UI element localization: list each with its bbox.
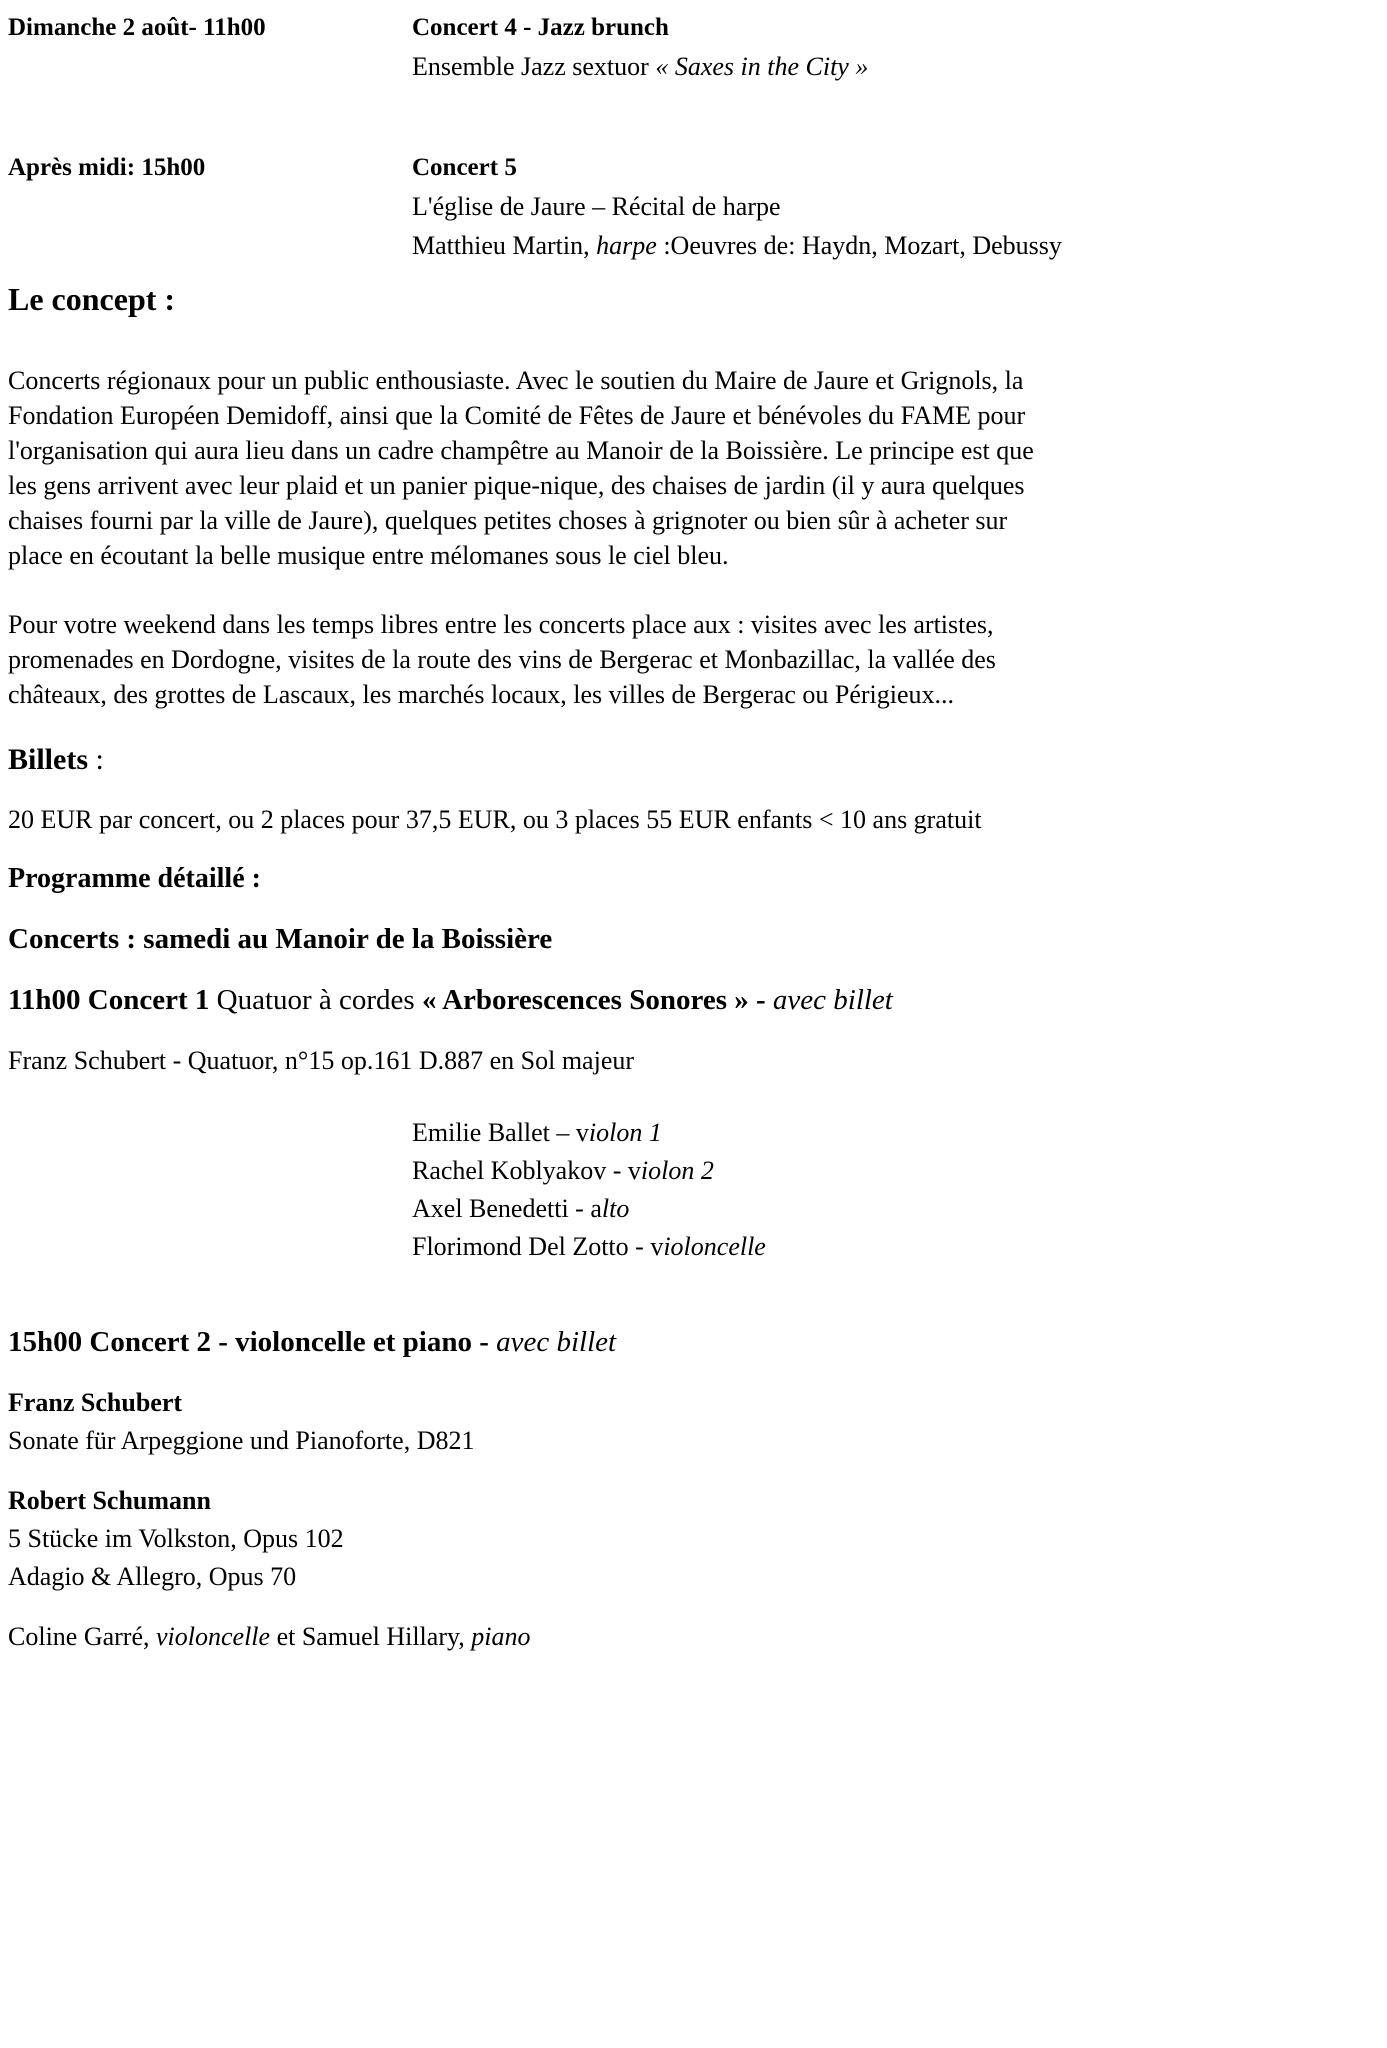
schedule-row-concert-4 (0, 8, 1387, 86)
spacer (0, 780, 1387, 802)
concert-2-work-2: 5 Stücke im Volkston, Opus 102 (8, 1524, 344, 1553)
artist-repertoire: :Oeuvres de: Haydn, Mozart, Debussy (656, 231, 1062, 260)
section-heading-tickets (0, 740, 1387, 780)
instrument-label: lto (601, 1194, 630, 1223)
spacer (0, 86, 1387, 148)
spacer (0, 0, 1387, 8)
spacer (0, 712, 1387, 740)
instrument-label: iolon 2 (640, 1156, 714, 1185)
spacer (0, 573, 1387, 607)
concert-1-title (0, 980, 1387, 1020)
performer-1-name: Coline Garré, (8, 1622, 157, 1651)
instrument-initial: a (590, 1194, 602, 1223)
section-heading-programme: Programme détaillé : (8, 863, 261, 894)
concert-1-ensemble-name: « Arborescences Sonores » - (421, 984, 773, 1016)
tickets-heading-word: Billets (8, 743, 88, 776)
spacer (0, 1362, 1387, 1384)
concert-1-ticket-note: avec billet (772, 984, 893, 1016)
instrument-initial: v (650, 1232, 664, 1261)
concert-2-title (0, 1322, 1387, 1362)
section-heading-concept: Le concept : (8, 281, 176, 317)
spacer (0, 1460, 1387, 1482)
spacer (0, 838, 1387, 860)
instrument-initial: v (627, 1156, 641, 1185)
list-item (412, 1190, 1387, 1228)
spacer (0, 958, 1387, 980)
concert-1-work: Franz Schubert - Quatuor, n°15 op.161 D.887 en Sol majeur (8, 1046, 635, 1075)
instrument-initial: v (575, 1118, 589, 1147)
list-item (412, 1114, 1387, 1152)
concert-2-composer-1: Franz Schubert (8, 1388, 183, 1417)
schedule-time-label: Dimanche 2 août- 11h00 (8, 14, 266, 41)
spacer (0, 1266, 1387, 1322)
artist-instrument: harpe (596, 231, 657, 260)
concert-2-heading: 15h00 Concert 2 - violoncelle et piano - (8, 1326, 497, 1358)
concept-paragraph-1: Concerts régionaux pour un public enthousiaste. Avec le soutien du Maire de Jaure et Grignols, la Fondation Européen Demidoff, ainsi que la Comité de Fêtes de Jaure et bénévoles du FAME pour l'organisation qui aura lieu dans un cadre champêtre au Manoir de la Boissière. Le principe est que les gens arrivent avec leur plaid et un panier pique-nique, des chaises de jardin (il y aura quelques chaises fourni par la ville de Jaure), quelques petites choses à grignoter ou bien sûr à acheter sur place en écoutant la belle musique entre mélomanes sous le ciel bleu. (8, 366, 1034, 570)
performer-2-instrument: piano (471, 1622, 531, 1651)
performer-2-name: et Samuel Hillary, (270, 1622, 472, 1651)
spacer (0, 1596, 1387, 1618)
spacer (0, 319, 1387, 363)
schedule-time-label: Après midi: 15h00 (8, 154, 206, 181)
musician-name: Axel Benedetti - (412, 1194, 591, 1223)
ensemble-quoted-title: « Saxes in the City » (655, 52, 869, 81)
concert-2-performers (0, 1618, 1387, 1656)
concert-2-work-3: Adagio & Allegro, Opus 70 (8, 1562, 297, 1591)
list-item (412, 1228, 1387, 1266)
concert-2-composer-2: Robert Schumann (8, 1486, 211, 1515)
concert-title: Concert 5 (412, 154, 517, 181)
musician-name: Florimond Del Zotto - (412, 1232, 651, 1261)
instrument-label: iolon 1 (588, 1118, 662, 1147)
spacer (0, 1080, 1387, 1114)
concert-artist-works (412, 226, 1387, 265)
spacer (0, 265, 1387, 279)
concert-1-musician-list (0, 1114, 1387, 1266)
musician-name: Rachel Koblyakov - (412, 1156, 628, 1185)
concert-ensemble (412, 47, 1387, 86)
section-heading-saturday-concerts: Concerts : samedi au Manoir de la Boissière (8, 923, 553, 955)
tickets-heading-colon: : (88, 743, 104, 776)
spacer (0, 898, 1387, 920)
concert-1-time: 11h00 Concert 1 (8, 984, 217, 1016)
concert-2-work-1: Sonate für Arpeggione und Pianoforte, D821 (8, 1426, 475, 1455)
list-item (412, 1152, 1387, 1190)
artist-name: Matthieu Martin, (412, 231, 597, 260)
ticket-price-line: 20 EUR par concert, ou 2 places pour 37,5 EUR, ou 3 places 55 EUR enfants < 10 ans gratuit (8, 805, 982, 834)
concert-venue: L'église de Jaure – Récital de harpe (412, 192, 781, 221)
concept-paragraph-2: Pour votre weekend dans les temps libres entre les concerts place aux : visites avec les artistes, promenades en Dordogne, visites de la route des vins de Bergerac et Monbazillac, la vallée des châteaux, des grottes de Lascaux, les marchés locaux, les villes de Bergerac ou Périgieux... (8, 610, 996, 709)
performer-1-instrument: violoncelle (156, 1622, 271, 1651)
ensemble-name: Ensemble Jazz sextuor (412, 52, 656, 81)
concert-2-ticket-note: avec billet (496, 1326, 617, 1358)
concert-title: Concert 4 - Jazz brunch (412, 14, 669, 41)
spacer (0, 1020, 1387, 1042)
concert-1-ensemble-type: Quatuor à cordes (216, 984, 422, 1016)
instrument-label: ioloncelle (663, 1232, 766, 1261)
schedule-row-concert-5 (0, 148, 1387, 265)
musician-name: Emilie Ballet – (412, 1118, 576, 1147)
schedule-detail (412, 8, 1387, 86)
schedule-detail (412, 148, 1387, 265)
